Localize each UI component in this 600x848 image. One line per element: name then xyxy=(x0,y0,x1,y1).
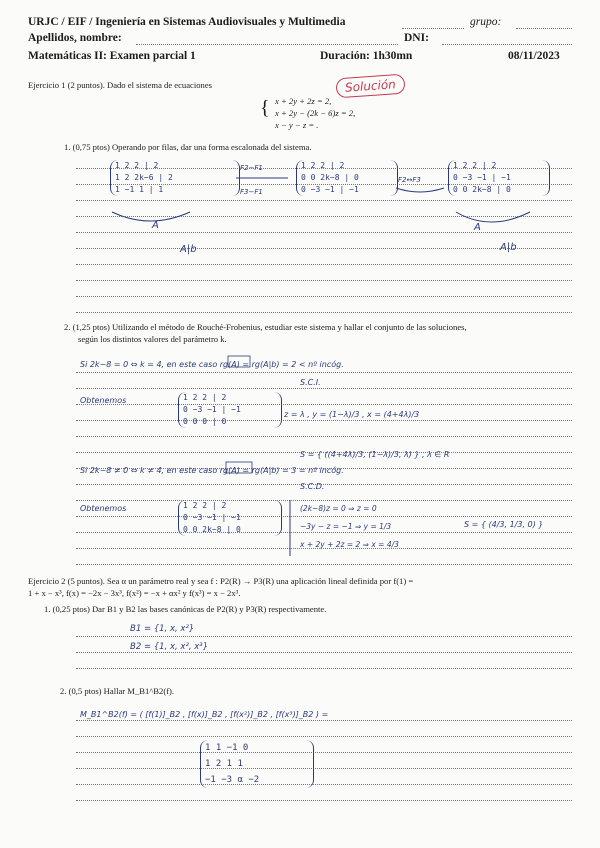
matrix-M: 1 1 −1 0 1 2 1 1 −1 −3 α −2 xyxy=(200,740,314,788)
ej1-q2-line1: 2. (1,25 ptos) Utilizando el método de Rouché-Frobenius, estudiar este sistema y hallar el conjunto de las soluciones, xyxy=(64,322,467,332)
system-eq-3: x − y − z = . xyxy=(275,120,319,130)
case1-solution-set: S = { ((4+4λ)/3, (1−λ)/3, λ) } , λ ∈ R xyxy=(300,450,450,459)
header-line-1: URJC / EIF / Ingeniería en Sistemas Audiovisuales y Multimedia xyxy=(28,16,346,28)
label-A-echelon: A xyxy=(474,222,481,233)
case2-type: S.C.D. xyxy=(300,482,325,491)
row-op-2: F3−F1 xyxy=(240,188,263,196)
basis-B1: B1 = {1, x, x²} xyxy=(130,624,195,634)
matrix-k4: 1 2 2 | 2 0 −3 −1 | −1 0 0 0 | 0 xyxy=(178,392,282,428)
arrow-2 xyxy=(396,188,444,192)
case1-type: S.C.I. xyxy=(300,378,321,387)
ej2-q2: 2. (0,5 ptos) Hallar M_B1^B2(f). xyxy=(60,686,175,696)
system-eq-2: x + 2y − (2k − 6)z = 2, xyxy=(275,108,356,118)
basis-B2: B2 = {1, x, x², x³} xyxy=(130,642,209,652)
case1-solution: z = λ , y = (1−λ)/3 , x = (4+4λ)/3 xyxy=(284,410,420,419)
course-title: Matemáticas II: Examen parcial 1 xyxy=(28,50,196,62)
ej1-q2-line2: según los distintos valores del parámetro k. xyxy=(78,334,227,344)
case1-statement: Si 2k−8 = 0 ⇔ k = 4, en este caso rg(A) = rg(A|b) = 2 < nº incóg. xyxy=(80,360,344,369)
augmented-matrix-initial: 1 2 2 | 2 1 2 2k−6 | 2 1 −1 1 | 1 xyxy=(110,160,240,196)
system-eq-1: x + 2y + 2z = 2, xyxy=(275,96,332,106)
matrix-lead: M_B1^B2(f) = ( [f(1)]_B2 , [f(x)]_B2 , [f(x²)]_B2 , [f(x³)]_B2 ) = xyxy=(80,710,329,719)
case2-eq-2: −3y − z = −1 ⇒ y = 1/3 xyxy=(300,522,392,531)
brace-A-echelon xyxy=(456,212,530,222)
case2-eq-1: (2k−8)z = 0 ⇒ z = 0 xyxy=(300,504,377,513)
matrix-k-not-4: 1 2 2 | 2 0 −3 −1 | −1 0 0 2k−8 | 0 xyxy=(178,500,282,536)
augmented-matrix-echelon: 1 2 2 | 2 0 −3 −1 | −1 0 0 2k−8 | 0 xyxy=(448,160,550,196)
ej1-q1: 1. (0,75 ptos) Operando por filas, dar una forma escalonada del sistema. xyxy=(64,142,312,152)
case2-statement: Si 2k−8 ≠ 0 ⇔ k ≠ 4, en este caso rg(A) = rg(A|b) = 3 = nº incóg. xyxy=(80,466,344,475)
label-Ab-echelon: A|b xyxy=(500,242,517,253)
box-kneq4 xyxy=(226,462,252,473)
duration: Duración: 1h30mn xyxy=(320,50,413,62)
ej2-q1: 1. (0,25 ptos) Dar B1 y B2 las bases canónicas de P2(R) y P3(R) respectivamente. xyxy=(44,604,327,614)
dni-label: DNI: xyxy=(404,32,429,44)
exam-date: 08/11/2023 xyxy=(508,50,560,62)
label-Ab-initial: A|b xyxy=(180,244,197,255)
case2-eq-3: x + 2y + 2z = 2 ⇒ x = 4/3 xyxy=(300,540,399,549)
case1-obtain: Obtenemos xyxy=(80,396,127,405)
grupo-label: grupo: xyxy=(470,16,502,28)
brace-A xyxy=(112,212,190,221)
box-k4 xyxy=(228,356,250,367)
ej2-title-line2: 1 + x − x³, f(x) = −2x − 3x³, f(x²) = −x + αx² y f(x³) = x − 2x³. xyxy=(28,588,241,598)
case2-solution-set: S = { (4/3, 1/3, 0) } xyxy=(464,520,544,529)
row-swap: F2↔F3 xyxy=(398,176,421,184)
augmented-matrix-step: 1 2 2 | 2 0 0 2k−8 | 0 0 −3 −1 | −1 xyxy=(296,160,398,196)
ej2-title-line1: Ejercicio 2 (5 puntos). Sea α un parámetro real y sea f : P2(R) → P3(R) una aplicación lineal definida por f(1) = xyxy=(28,576,414,586)
case2-obtain: Obtenemos xyxy=(80,504,127,513)
apellidos-label: Apellidos, nombre: xyxy=(28,32,122,44)
solution-tag: Solución xyxy=(335,74,405,99)
label-A-initial: A xyxy=(152,220,159,231)
row-op-1: F2−F1 xyxy=(240,164,263,172)
ej1-title: Ejercicio 1 (2 puntos). Dado el sistema de ecuaciones xyxy=(28,80,212,90)
system-brace: { xyxy=(260,97,270,119)
